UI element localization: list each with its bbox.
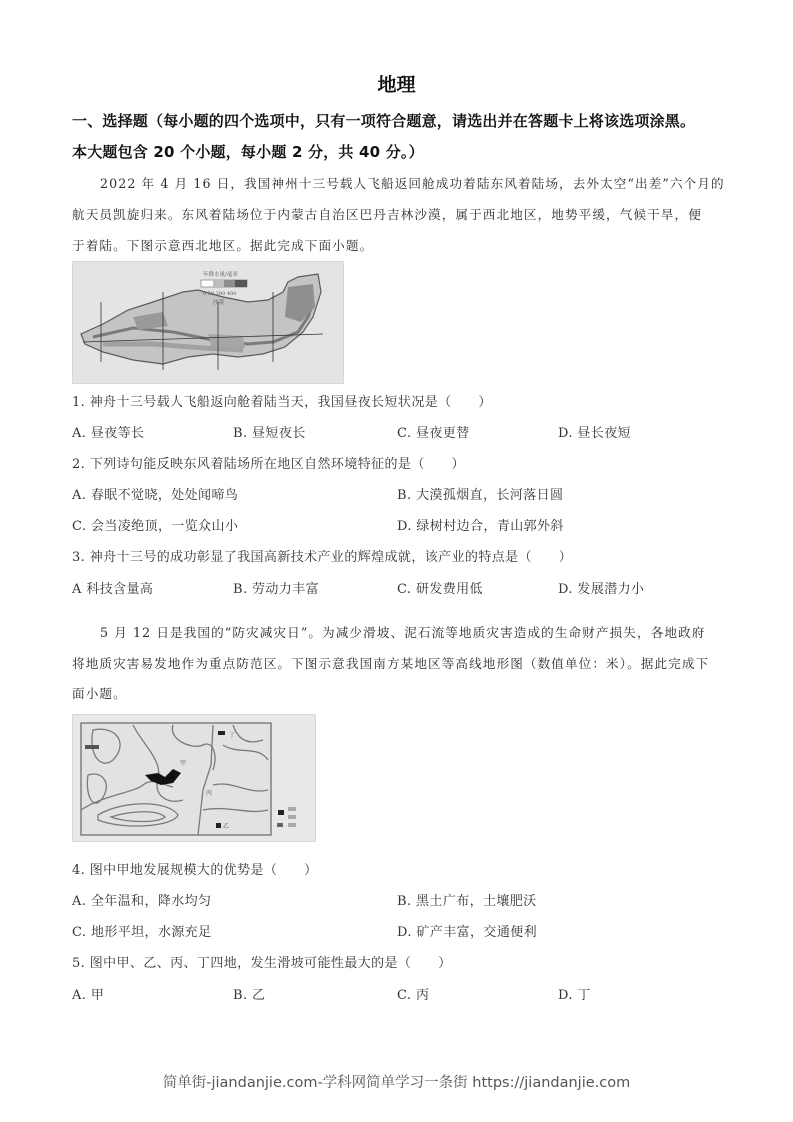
question-1-option-b[interactable]: B. 昼短夜长: [233, 426, 306, 441]
page-title: 地理: [377, 74, 416, 96]
legend-title: 年降水量/毫米: [203, 272, 238, 278]
contour-map: [72, 714, 316, 842]
passage2-line1: 5 月 12 日是我国的“防灾减灾日”。为减少滑坡、泥石流等地质灾害造成的生命财产损失，各地政府: [100, 625, 706, 640]
question-4-option-a[interactable]: A. 全年温和，降水均匀: [72, 894, 212, 909]
place-label-bing: 丙: [206, 790, 213, 797]
place-label-yi: 乙: [223, 823, 230, 830]
question-4-option-c[interactable]: C. 地形平坦，水源充足: [72, 925, 212, 940]
question-4-option-d[interactable]: D. 矿产丰富，交通便利: [397, 925, 538, 940]
question-1-option-c[interactable]: C. 昼夜更替: [397, 426, 470, 441]
question-2-option-b[interactable]: B. 大漠孤烟直，长河落日圆: [397, 488, 564, 503]
question-3-option-d[interactable]: D. 发展潜力小: [558, 582, 645, 597]
northwest-china-map: [72, 261, 344, 384]
question-4-option-b[interactable]: B. 黑土广布，土壤肥沃: [397, 894, 537, 909]
passage2-line3: 面小题。: [72, 686, 127, 701]
place-label-ding: 丁: [229, 732, 236, 739]
section-heading-line1: 一、选择题（每小题的四个选项中，只有一项符合题意，请选出并在答题卡上将该选项涂黑。: [72, 112, 696, 130]
question-1-option-d[interactable]: D. 昼长夜短: [558, 426, 632, 441]
map-graphic: [73, 262, 343, 383]
question-2-option-a[interactable]: A. 春眠不觉晓，处处闻啼鸟: [72, 488, 239, 503]
question-1-option-a[interactable]: A. 昼夜等长: [72, 426, 145, 441]
question-3-stem: 3. 神舟十三号的成功彰显了我国高新技术产业的辉煌成就，该产业的特点是（ ）: [72, 550, 573, 565]
question-3-option-b[interactable]: B. 劳动力丰富: [233, 582, 320, 597]
question-1-stem: 1. 神舟十三号载人飞船返向舱着陆当天，我国昼夜长短状况是（ ）: [72, 395, 492, 410]
passage1-line3: 于着陆。下图示意西北地区。据此完成下面小题。: [72, 238, 374, 253]
question-5-option-b[interactable]: B. 乙: [233, 988, 266, 1003]
question-3-option-c[interactable]: C. 研发费用低: [397, 582, 483, 597]
section-heading-line2: 本大题包含 20 个小题，每小题 2 分，共 40 分。）: [72, 143, 424, 161]
passage2-line2: 将地质灾害易发地作为重点防范区。下图示意我国南方某地区等高线地形图（数值单位：米）。据此完成下: [72, 656, 710, 671]
legend-desert: 沙漠: [213, 300, 225, 306]
question-3-option-a[interactable]: A 科技含量高: [72, 582, 154, 597]
passage1-line1: 2022 年 4 月 16 日，我国神州十三号载人飞船返回舱成功着陆东风着陆场，去外太空“出差”六个月的: [100, 176, 725, 191]
question-5-option-c[interactable]: C. 丙: [397, 988, 430, 1003]
question-2-stem: 2. 下列诗句能反映东风着陆场所在地区自然环境特征的是（ ）: [72, 457, 465, 472]
question-4-stem: 4. 图中甲地发展规模大的优势是（ ）: [72, 863, 318, 878]
contour-map-graphic: [73, 715, 315, 841]
question-2-option-d[interactable]: D. 绿树村边合，青山郭外斜: [397, 519, 564, 534]
question-5-option-a[interactable]: A. 甲: [72, 988, 105, 1003]
passage1-line2: 航天员凯旋归来。东风着陆场位于内蒙古自治区巴丹吉林沙漠，属于西北地区，地势平缓，气候干旱，便: [72, 207, 702, 222]
footer-watermark: 简单街-jiandanjie.com-学科网简单学习一条街 https://jiandanjie.com: [162, 1075, 631, 1091]
question-2-option-c[interactable]: C. 会当凌绝顶，一览众山小: [72, 519, 239, 534]
question-5-stem: 5. 图中甲、乙、丙、丁四地，发生滑坡可能性最大的是（ ）: [72, 956, 452, 971]
question-5-option-d[interactable]: D. 丁: [558, 988, 591, 1003]
place-label-jia: 甲: [180, 760, 187, 767]
legend-scale: 0 50 200 400: [203, 291, 237, 297]
